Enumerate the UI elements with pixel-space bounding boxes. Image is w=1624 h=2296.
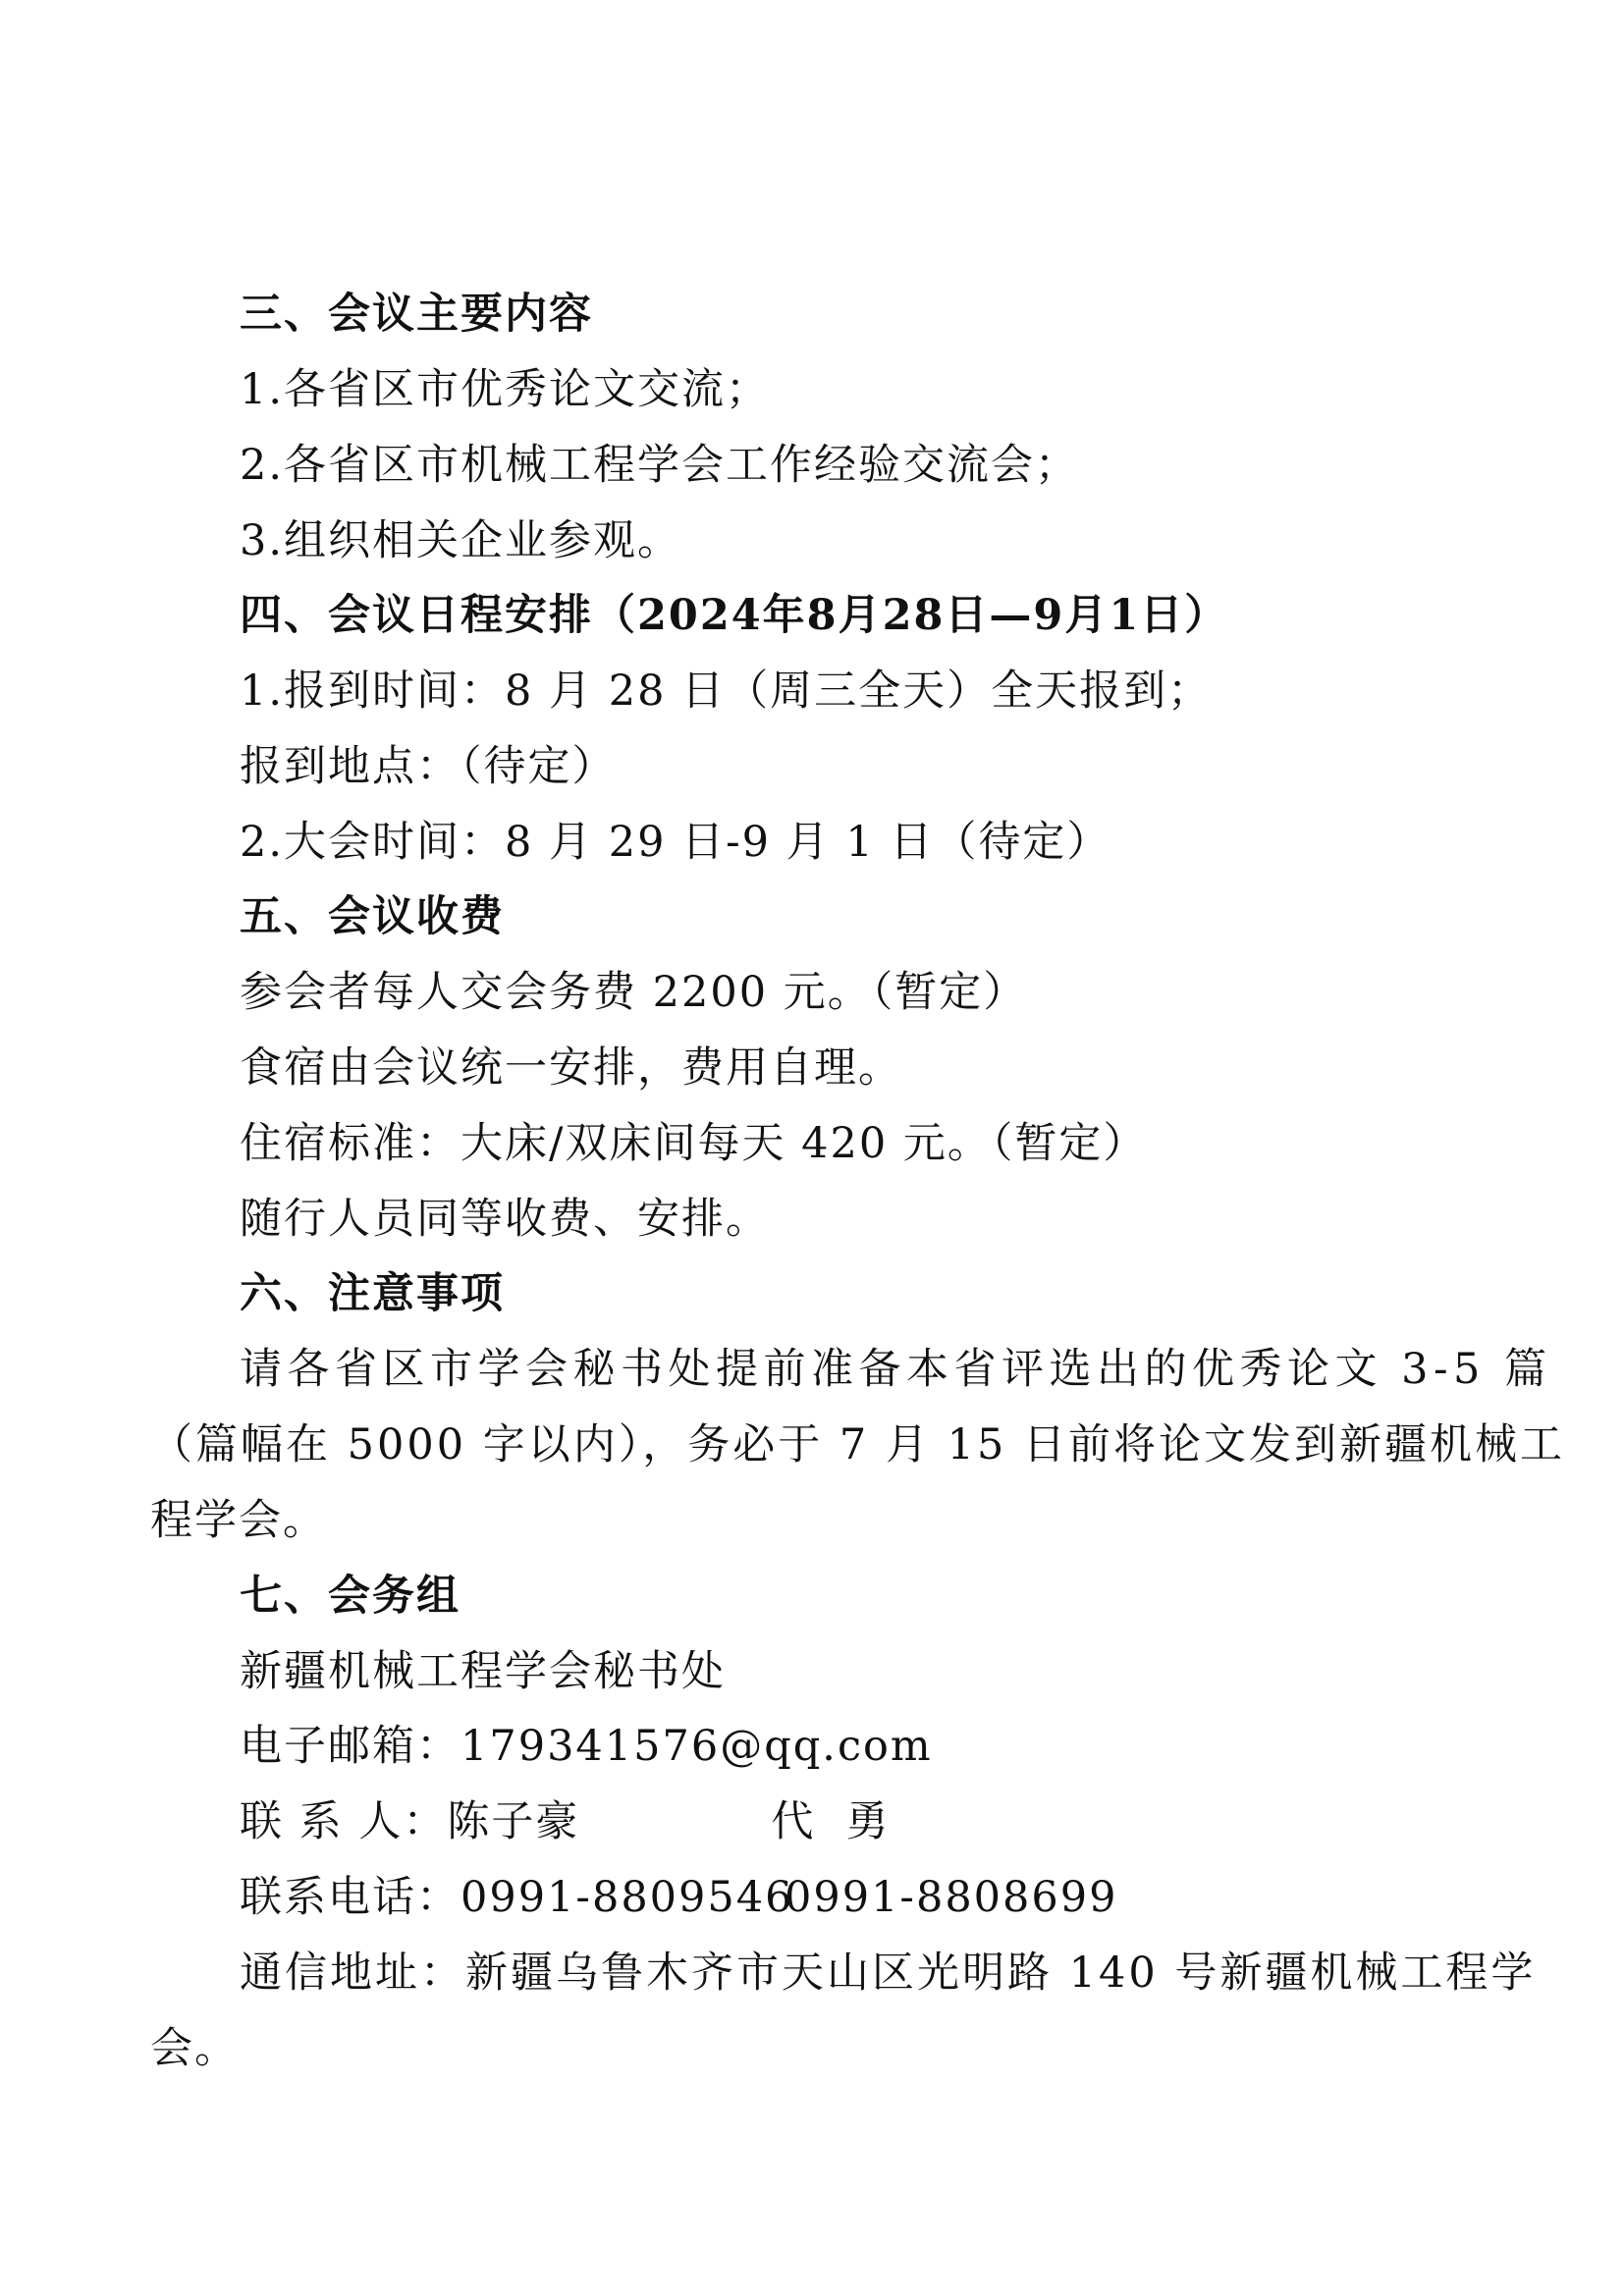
section-4-heading: 四、会议日程安排（2024年8月28日—9月1日） <box>240 591 1229 640</box>
phone-label: 联系电话： <box>240 1873 460 1922</box>
section-7-contacts <box>240 1792 891 1851</box>
phone-number-1: 0991-8809546 <box>460 1873 794 1922</box>
section-5-item-4: 随行人员同等收费、安排。 <box>240 1195 770 1244</box>
section-3-item-2: 2.各省区市机械工程学会工作经验交流会； <box>240 441 1080 490</box>
section-7-email: 电子邮箱：179341576@qq.com <box>240 1722 933 1771</box>
contact-name-1: 陈子豪 <box>447 1797 580 1846</box>
contact-label: 联 系 人： <box>240 1797 448 1846</box>
section-7-address-line-2: 会。 <box>150 2024 239 2073</box>
section-4-item-1: 1.报到时间：8 月 28 日（周三全天）全天报到； <box>240 667 1213 716</box>
section-6-paragraph-line-3: 程学会。 <box>150 1496 327 1545</box>
section-3-item-3: 3.组织相关企业参观。 <box>240 516 682 565</box>
section-5-item-1: 参会者每人交会务费 2200 元。（暂定） <box>240 968 1028 1017</box>
section-7-phones <box>240 1868 1117 1927</box>
section-3-item-1: 1.各省区市优秀论文交流； <box>240 365 771 414</box>
section-3-heading: 三、会议主要内容 <box>240 290 593 339</box>
phone-number-2: 0991-8808699 <box>785 1873 1118 1922</box>
section-5-item-2: 食宿由会议统一安排，费用自理。 <box>240 1043 902 1093</box>
section-6-heading: 六、注意事项 <box>240 1269 505 1318</box>
section-7-organization: 新疆机械工程学会秘书处 <box>240 1647 726 1696</box>
section-7-heading: 七、会务组 <box>240 1572 460 1621</box>
section-4-item-2: 报到地点：（待定） <box>240 742 617 791</box>
section-6-paragraph-line-2: （篇幅在 5000 字以内），务必于 7 月 15 日前将论文发到新疆机械工 <box>150 1420 1566 1469</box>
section-5-heading: 五、会议收费 <box>240 892 505 941</box>
contact-name-2: 代 勇 <box>771 1797 891 1846</box>
section-5-item-3: 住宿标准：大床/双床间每天 420 元。（暂定） <box>240 1119 1148 1168</box>
section-7-address-line-1: 通信地址：新疆乌鲁木齐市天山区光明路 140 号新疆机械工程学 <box>240 1949 1537 1998</box>
section-6-paragraph-line-1: 请各省区市学会秘书处提前准备本省评选出的优秀论文 3-5 篇 <box>240 1345 1552 1394</box>
section-4-item-3: 2.大会时间：8 月 29 日-9 月 1 日（待定） <box>240 818 1111 867</box>
